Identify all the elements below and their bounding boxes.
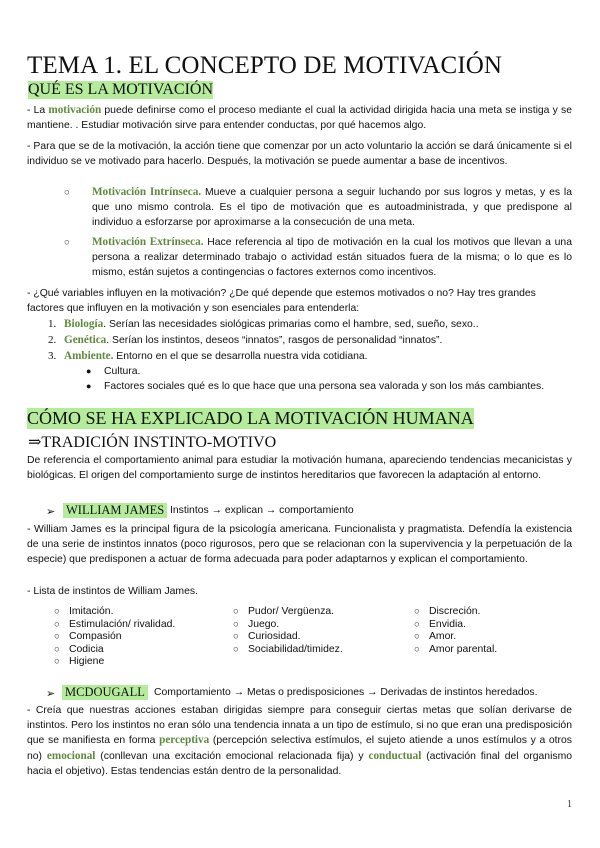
sub-item-factores-sociales: Factores sociales qué es lo que hace que una persona sea valorada y son los más cambiantes.	[104, 381, 545, 392]
bullet-circle: ○	[414, 618, 420, 630]
bullet-circle: ○	[64, 237, 70, 248]
text-fragment: Mueve a cualquier persona a seguir luchando por sus logros y metas, y es la que uno mismo controla. Es el tipo de motivación que es autoadministrada, y que predispone al individuo a esforzarse por aproximarse a la consecución de una meta.	[92, 187, 572, 229]
bullet-circle: ○	[233, 606, 239, 617]
list-item-genetica	[64, 333, 442, 348]
term-perceptiva: perceptiva	[159, 734, 210, 747]
paragraph-voluntary-act: - Para que se de la motivación, la acción tiene que comenzar por un acto voluntario la acción se dará únicamente si el individuo se ve motivado para hacerlo. Después, la motivación se puede aumentar a base de incentivos.	[27, 141, 572, 168]
term-intrinsic: Motivación Intrínseca.	[92, 186, 202, 198]
instinct-label: Estimulación/ rivalidad.	[69, 618, 176, 630]
paragraph-variables: - ¿Qué variables influyen en la motivación? ¿De qué depende que estemos motivados o no? Hay tres grandes factores que influyen en la motivación y son esenciales para entenderla:	[27, 288, 536, 315]
instinct-label: Curiosidad.	[248, 631, 301, 643]
bullet-circle: ○	[233, 643, 239, 655]
instinct-item	[54, 644, 175, 657]
term-biologia: Biología	[64, 318, 104, 330]
bullet-circle: ○	[233, 631, 239, 643]
list-label-james: - Lista de instintos de William James.	[27, 586, 198, 597]
text-fragment: (percepción selectiva estímulos, el sujeto atiende a unos estímulos y a otros no)	[27, 735, 572, 762]
name-william-james: WILLIAM JAMES	[63, 503, 167, 518]
term-emocional: emocional	[46, 749, 96, 762]
bullet-circle: ○	[414, 631, 420, 643]
bullet-circle: ○	[414, 643, 420, 655]
name-mcdougall: MCDOUGALL	[62, 685, 148, 700]
arrow-bullet-icon: ➢	[46, 506, 56, 518]
page-title: TEMA 1. EL CONCEPTO DE MOTIVACIÓN	[27, 52, 503, 79]
paragraph-james: - William James es la principal figura de la psicología americana. Funcionalista y pragmatista. Defendía la existencia de una serie de instintos innatos (poco rigurosos, pero que se relacionan con la supervivencia y la perpetuación de la especie) que predisponen a actuar de forma adecuada para poder adaptarnos y explican el comportamiento.	[27, 524, 572, 566]
paragraph-tradicion-intro: De referencia el comportamiento animal para estudiar la motivación humana, apareciendo tendencias mecanicistas y biológicas. El origen del comportamiento surge de instintos hereditarios que favorecen la adaptación al entorno.	[27, 455, 572, 482]
instinct-item	[54, 619, 175, 632]
instinct-label: Compasión	[69, 631, 122, 643]
instinct-column-2	[233, 606, 343, 656]
sub-item-cultura: Cultura.	[104, 366, 141, 377]
list-number: 3.	[48, 350, 57, 362]
instinct-item	[54, 631, 175, 644]
list-item-biologia	[64, 317, 479, 332]
term-genetica: Genética	[64, 334, 107, 346]
text-fragment: puede definirse como el proceso mediante el cual la actividad dirigida hacia una meta se instiga y se mantiene. . Estudiar motivación sirve para entender conductas, por qué hacemos algo.	[27, 105, 572, 132]
instinct-item	[233, 606, 343, 619]
arrow-bullet-icon: ➢	[46, 688, 56, 700]
term-conductual: conductual	[368, 749, 422, 762]
text-fragment: Hace referencia al tipo de motivación en la cual los motivos que llevan a una persona a realizar determinado trabajo o actividad están situados fuera de la misma; o lo que es lo mismo, están sujetos a contingencias o factores externos como incentivos.	[92, 237, 572, 279]
term-extrinsic: Motivación Extrínseca.	[92, 236, 204, 248]
list-number: 2.	[48, 334, 57, 346]
instinct-item	[233, 631, 343, 644]
instinct-item	[414, 619, 497, 632]
instinct-label: Pudor/ Vergüenza.	[248, 606, 335, 617]
text-fragment: - Creía que nuestras acciones estaban dirigidas siempre para conseguir ciertas metas que solían derivarse de instintos. Pero los instintos no eran sólo una tendencia innata a un tipo de estímulo, si no que eran una predisposición que se manifiesta en forma	[27, 705, 572, 747]
bullet-circle: ○	[64, 187, 70, 198]
instinct-item	[414, 606, 497, 619]
instinct-column-1	[54, 606, 175, 669]
text-fragment: Entorno en el que se desarrolla nuestra vida cotidiana.	[113, 351, 368, 362]
bullet-circle: ○	[54, 631, 60, 643]
bullet-circle: ○	[54, 656, 60, 668]
page-number: 1	[567, 799, 572, 810]
instinct-item	[414, 631, 497, 644]
list-item-intrinsic	[92, 185, 572, 231]
bullet-circle: ○	[233, 618, 239, 630]
bullet-circle: ○	[54, 643, 60, 655]
instinct-column-3	[414, 606, 497, 656]
scheme-james: Instintos → explican → comportamiento	[170, 505, 354, 516]
term-ambiente: Ambiente.	[64, 350, 114, 362]
bullet-circle: ○	[54, 606, 60, 617]
text-fragment: (activación final del organismo hacia el objetivo). Estas tendencias están dentro de la personalidad.	[27, 750, 573, 777]
instinct-label: Juego.	[248, 618, 280, 630]
instinct-item	[414, 644, 497, 657]
text-fragment: (conllevan una excitación emocional relacionada fija) y	[95, 750, 369, 762]
instinct-label: Amor.	[429, 631, 457, 643]
instinct-label: Discreción.	[429, 606, 481, 617]
scheme-mcdougall: Comportamiento → Metas o predisposiciones → Derivadas de instintos heredados.	[154, 687, 538, 698]
instinct-label: Amor parental.	[429, 643, 498, 655]
bullet-circle: ○	[414, 606, 420, 617]
bullet-dot: ●	[86, 366, 92, 376]
subheading-tradicion: ⇒TRADICIÓN INSTINTO-MOTIVO	[28, 434, 277, 451]
bullet-dot: ●	[86, 381, 92, 391]
instinct-label: Sociabilidad/timidez.	[248, 643, 343, 655]
list-number: 1.	[48, 318, 57, 330]
term-motivacion: motivación	[48, 104, 102, 116]
paragraph-mcdougall	[27, 703, 572, 779]
section-heading-como: CÓMO SE HA EXPLICADO LA MOTIVACIÓN HUMANA	[27, 408, 474, 428]
bullet-circle: ○	[54, 618, 60, 630]
instinct-label: Codicia	[69, 643, 104, 655]
section-heading-que-es: QUÉ ES LA MOTIVACIÓN	[28, 81, 214, 98]
text-fragment: . Serían los instintos, deseos “innatos”, rasgos de personalidad “innatos”.	[106, 335, 443, 346]
instinct-item	[233, 619, 343, 632]
list-item-ambiente	[64, 349, 368, 364]
list-item-extrinsic	[92, 235, 572, 281]
text-fragment: . Serían las necesidades siológicas primarias como el hambre, sed, sueño, sexo..	[103, 319, 479, 330]
instinct-item	[54, 606, 175, 619]
text-fragment: - La	[27, 105, 49, 116]
instinct-label: Envidia.	[429, 618, 466, 630]
paragraph-definition	[27, 103, 572, 133]
instinct-label: Higiene	[69, 656, 105, 668]
instinct-item	[54, 656, 175, 669]
instinct-label: Imitación.	[69, 606, 114, 617]
instinct-item	[233, 644, 343, 657]
